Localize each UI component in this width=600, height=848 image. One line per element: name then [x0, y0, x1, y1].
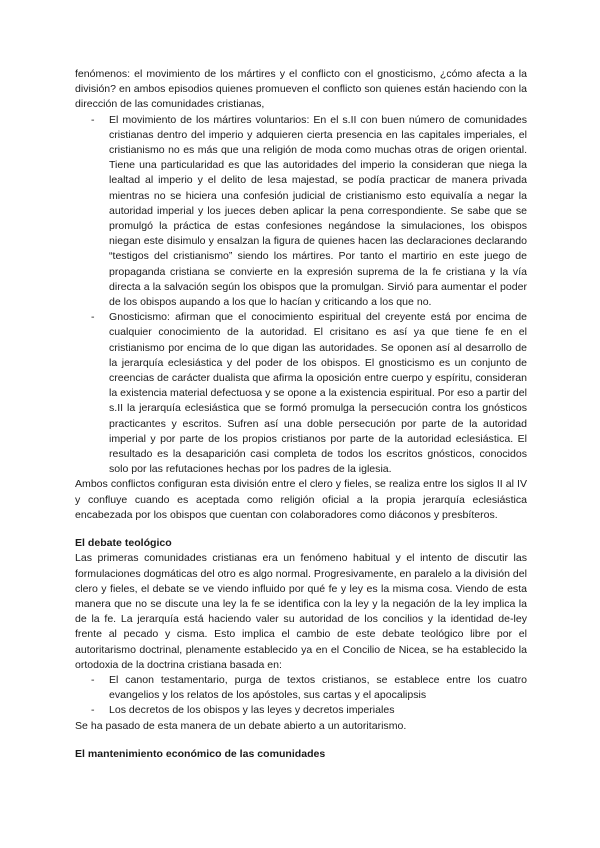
- intro-paragraph: fenómenos: el movimiento de los mártires y el conflicto con el gnosticismo, ¿cómo afecta a la división? en ambos episodios quienes promueven el conflicto son quienes están haciendo con la dirección de las comunidades cristianas,: [75, 68, 527, 111]
- conflicts-list: [75, 113, 527, 478]
- list-item: [75, 113, 527, 311]
- orthodoxy-list: [75, 673, 527, 719]
- list-dash: -: [91, 113, 95, 126]
- gnosticism-item-text: Gnosticismo: afirman que el conocimiento espiritual del creyente está por encima de cualquier conocimiento de la autoridad. El crisitano es así ya que tiene fe en el cristianismo por encima de lo que digan las autoridades. Se oponen así al desarrollo de la jerarquía eclesiástica y del poder de los obispos. El gnosticismo es un conjunto de creencias de carácter dualista que afirma la oposición entre cuerpo y espíritu, consideran la existencia material defectuosa y se opone a la existencia espiritual. Por eso a partir del s.II la jerarquía eclesiástica que se formó promulga la persecución contra los gnósticos practicantes y escritos. Sufren así una doble persecución por parte de la autoridad imperial y por parte de los propios cristianos por parte de la autoridad eclesiástica. El resultado es la desaparición casi completa de todos los escritos gnósticos, conocidos solo por las refutaciones hechas por los padres de la iglesia.: [109, 311, 527, 476]
- decrees-item-text: Los decretos de los obispos y las leyes y decretos imperiales: [109, 704, 395, 717]
- list-dash: -: [91, 704, 95, 717]
- list-item: [75, 703, 527, 718]
- page-content: [75, 67, 527, 762]
- list-dash: -: [91, 311, 95, 324]
- list-item: [75, 673, 527, 703]
- section-spacer: [75, 523, 527, 536]
- list-item: [75, 310, 527, 477]
- debate-closing-paragraph: Se ha pasado de esta manera de un debate abierto a un autoritarismo.: [75, 719, 407, 732]
- section-spacer: [75, 734, 527, 747]
- list-dash: -: [91, 673, 95, 686]
- debate-heading: El debate teológico: [75, 537, 172, 550]
- debate-paragraph: Las primeras comunidades cristianas era un fenómeno habitual y el intento de discutir las formulaciones dogmáticas del otro es algo normal. Progresivamente, en paralelo a la división del clero y fieles, el debate se ve viendo influido por qué fe y ley es la misma cosa. Viendo de esta manera que no se discute una ley la fe se identifica con la ley y la negación de la ley implica la de la fe. La jerarquía está haciendo valer su autoridad de los concilios y la identidad de-ley frente al pecado y cisma. Esto implica el cambio de este debate teológico libre por el autoritarismo doctrinal, plenamente establecido ya en el Concilio de Nicea, se ha establecido la ortodoxia de la doctrina cristiana basada en:: [75, 552, 527, 671]
- conflicts-summary-paragraph: Ambos conflictos configuran esta división entre el clero y fieles, se realiza entre los siglos II al IV y confluye cuando es aceptada como religión oficial a la propia jerarquía eclesiástica encabezada por los obispos que cuentan con colaboradores como diáconos y presbíteros.: [75, 478, 527, 521]
- canon-item-text: El canon testamentario, purga de textos cristianos, se establece entre los cuatro evangelios y los relatos de los apóstoles, sus cartas y el apocalipsis: [109, 673, 527, 702]
- martyrs-item-text: El movimiento de los mártires voluntarios: En el s.II con buen número de comunidades cristianas dentro del imperio y adquieren cierta presencia en las capitales imperiales, el cristianismo no es más que una religión de moda como muchas otras de origen oriental. Tiene una particularidad es que las autoridades del imperio la consideran que niega la lealtad al imperio y el delito de lesa majestad, se podía practicar de manera privada mientras no se hiciera una confesión judicial de cristianismo esto equivalía a negar la autoridad imperial y los jueces deben aplicar la pena correspondiente. Se sabe que se promulgó la práctica de estas confesiones negándose la simulaciones, los obispos niegan este disimulo y ensalzan la figura de quienes hacen las declaraciones declarando “testigos del cristianismo” siendo los mártires. Por tanto el martirio en este juego de propaganda cristiana se convierte en la expresión suprema de la fe cristiana y la vía directa a la salvación según los obispos que la promulgan. Sirvió para aumentar el poder de los obispos aupando a los que lo hacían y criticando a los que no.: [109, 113, 527, 309]
- economy-heading: El mantenimiento económico de las comunidades: [75, 747, 326, 760]
